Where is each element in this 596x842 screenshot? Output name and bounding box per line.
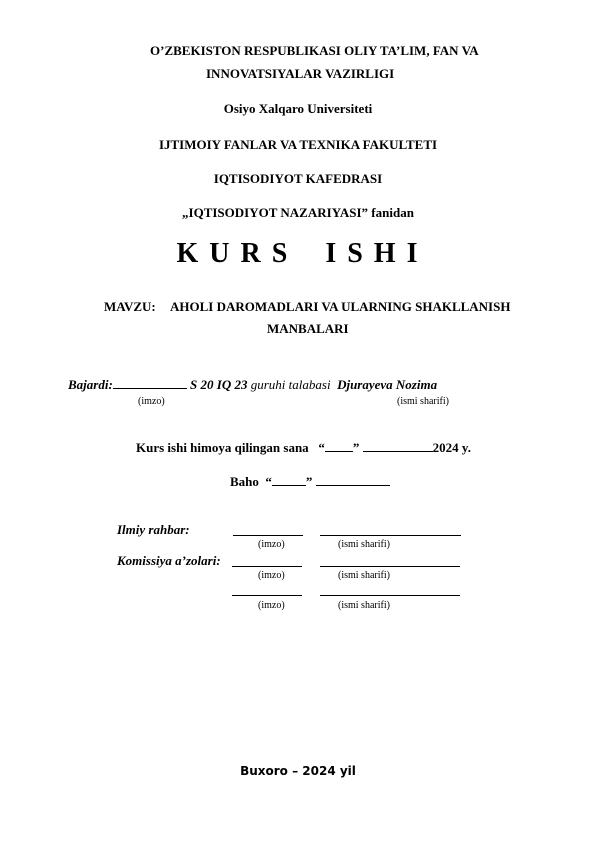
topic-line1: AHOLI DAROMADLARI VA ULARNING SHAKLLANISH	[170, 299, 511, 314]
performer-group: S 20 IQ 23	[190, 377, 248, 392]
supervisor-signature-line	[233, 535, 303, 536]
performer-label: Bajardi:	[68, 377, 113, 392]
footer-city-year: Buxoro – 2024 yil	[240, 764, 356, 778]
commission-signature-line-2	[232, 595, 302, 596]
document-title: K U R S I S H I	[176, 238, 420, 269]
topic-line2: MANBALARI	[267, 321, 349, 336]
commission-imzo-caption-2: (imzo)	[258, 600, 285, 611]
performer-imzo-caption: (imzo)	[138, 396, 165, 407]
grade-blank-2	[316, 475, 390, 486]
grade-quote-close: ”	[305, 474, 313, 489]
supervisor-label: Ilmiy rahbar:	[117, 522, 190, 537]
commission-ism-caption-1: (ismi sharifi)	[338, 570, 390, 581]
ministry-line2: INNOVATSIYALAR VAZIRLIGI	[206, 66, 395, 81]
performer-signature-blank	[113, 378, 187, 389]
commission-name-line-1	[320, 566, 460, 567]
grade-label: Baho “	[230, 474, 272, 489]
commission-ism-caption-2: (ismi sharifi)	[338, 600, 390, 611]
supervisor-ism-caption: (ismi sharifi)	[338, 539, 390, 550]
commission-label: Komissiya a’zolari:	[117, 553, 221, 568]
commission-imzo-caption-1: (imzo)	[258, 570, 285, 581]
topic-label: MAVZU:	[104, 299, 156, 314]
faculty-name: IJTIMOIY FANLAR VA TEXNIKA FAKULTETI	[158, 137, 438, 152]
performer-group-suffix: guruhi talabasi	[250, 377, 331, 392]
defense-month-blank	[363, 441, 433, 452]
department-name: IQTISODIYOT KAFEDRASI	[213, 171, 383, 186]
defense-day-blank	[325, 441, 353, 452]
commission-signature-line-1	[232, 566, 302, 567]
ministry-line1: O’ZBEKISTON RESPUBLIKASI OLIY TA’LIM, FAN VA	[150, 43, 479, 58]
grade-blank-1	[272, 475, 306, 486]
defense-year: 2024 y.	[432, 440, 471, 455]
performer-name: Djurayeva Nozima	[337, 377, 438, 392]
defense-date-line	[136, 440, 471, 456]
performer-line	[68, 377, 437, 393]
supervisor-imzo-caption: (imzo)	[258, 539, 285, 550]
supervisor-name-line	[320, 535, 461, 536]
defense-quote-close: ”	[352, 440, 360, 455]
university-name: Osiyo Xalqaro Universiteti	[223, 101, 373, 116]
subject-name: „IQTISODIYOT NAZARIYASI” fanidan	[182, 205, 414, 220]
performer-ism-caption: (ismi sharifi)	[397, 396, 449, 407]
defense-date-label: Kurs ishi himoya qilingan sana “	[136, 440, 325, 455]
commission-name-line-2	[320, 595, 460, 596]
grade-line	[230, 474, 390, 490]
